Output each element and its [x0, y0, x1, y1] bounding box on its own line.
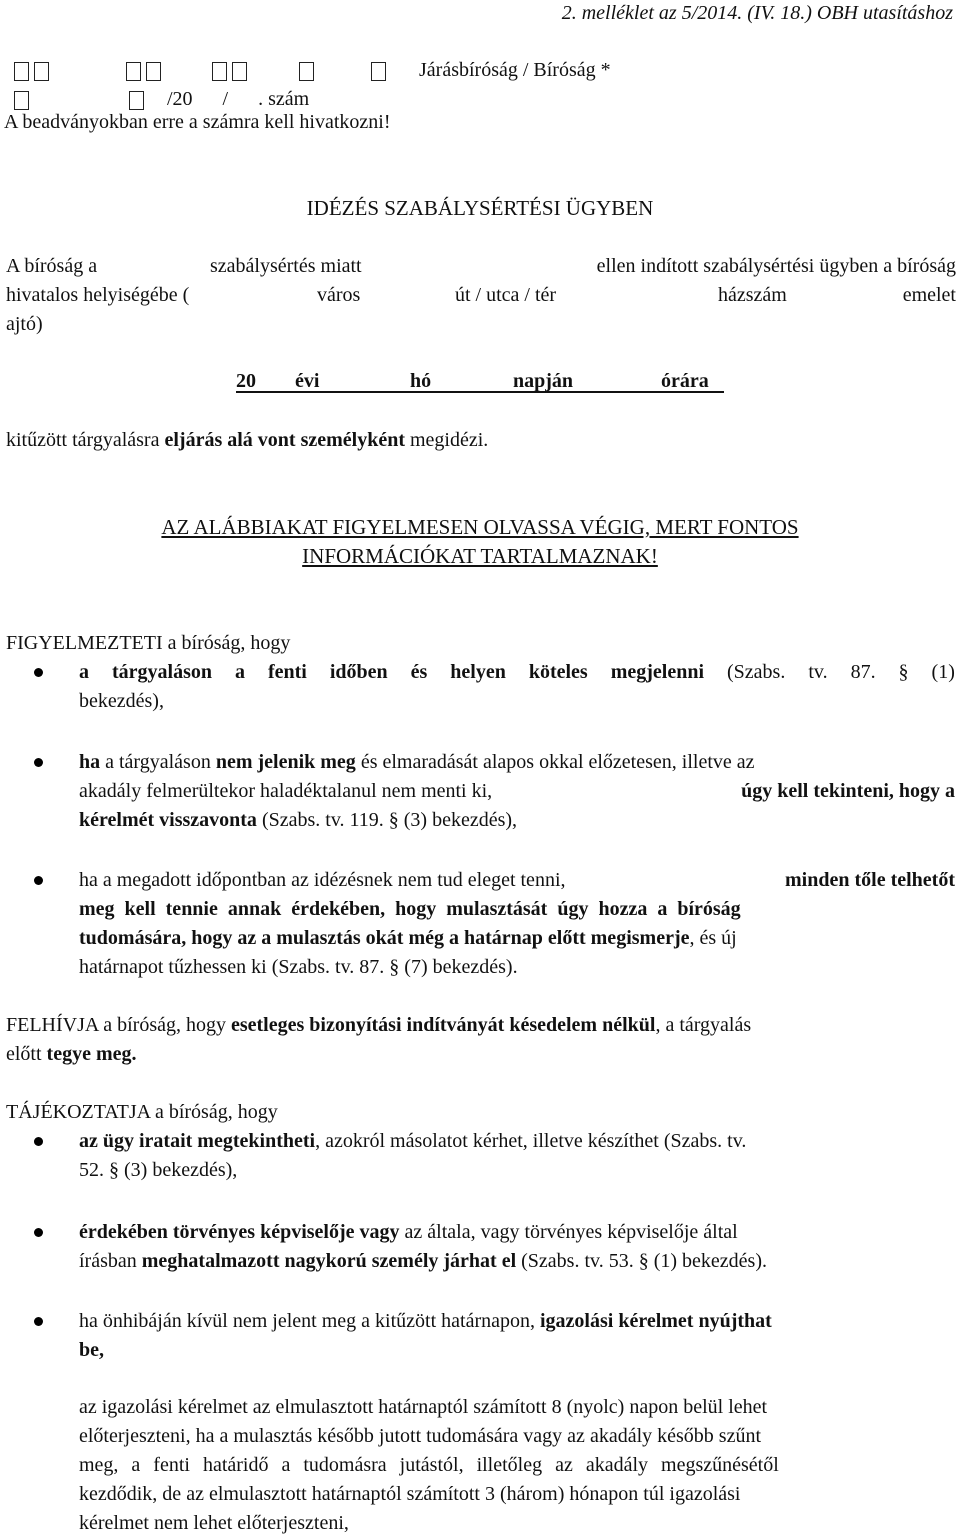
- annex-reference: 2. melléklet az 5/2014. (IV. 18.) OBH utasításhoz: [561, 2, 953, 24]
- code-box: [299, 62, 314, 81]
- igazolasi-paragraph: [79, 1393, 957, 1538]
- justified-row: az ügy iratait megtekintheti , azokról másolatot kérhet, illetve készíthet (Szabs. tv.: [79, 1130, 747, 1152]
- summons-line: kitűzött tárgyalásra eljárás alá vont személyként megidézi.: [6, 429, 489, 451]
- justified-row: ha önhibáján kívül nem jelent meg a kitűzött határnapon, igazolási kérelmet nyújthat: [79, 1310, 772, 1332]
- tajekoztatja-item-1: [79, 1127, 955, 1185]
- justified-row: tudomására, hogy az a mulasztás okát még a határnap előtt megismerje , és új: [79, 927, 737, 949]
- intro-line-3: ajtó): [6, 313, 43, 335]
- bullet-icon: [34, 668, 43, 677]
- document-title: IDÉZÉS SZABÁLYSÉRTÉSI ÜGYBEN: [306, 196, 654, 220]
- date-underline: [236, 391, 724, 393]
- item-line: be,: [79, 1339, 104, 1361]
- justified-row: ha a tárgyaláson nem jelenik meg és elmaradását alapos okkal előzetesen, illetve az: [79, 751, 755, 773]
- tajekoztatja-item-2: [79, 1218, 955, 1276]
- justified-row: határnapot tűzhessen ki (Szabs. tv. 87. § (7) bekezdés).: [79, 956, 518, 978]
- felhivja-line-1: FELHÍVJA a bíróság, hogy esetleges bizonyítási indítványát késedelem nélkül, a tárgyalás: [6, 1014, 752, 1036]
- figyelmezteti-heading: FIGYELMEZTETI a bíróság, hogy: [6, 632, 291, 654]
- bullet-icon: [34, 876, 43, 885]
- justified-row: írásban meghatalmazott nagykorú személy járhat el (Szabs. tv. 53. § (1) bekezdés).: [79, 1250, 767, 1272]
- court-label: Járásbíróság / Bíróság *: [419, 59, 611, 81]
- hearing-date-line: 20 évi hó napján órára: [236, 367, 726, 396]
- warning-line-2: INFORMÁCIÓKAT TARTALMAZNAK!: [302, 544, 658, 568]
- paragraph-line: kérelmet nem lehet előterjeszteni,: [79, 1512, 349, 1534]
- item-line: bekezdés),: [79, 690, 164, 712]
- paragraph-line: meg, a fenti határidő a tudomásra jutástól, illetőleg az akadály megszűnésétől: [79, 1454, 779, 1476]
- paragraph-line: előterjeszteni, ha a mulasztás később jutott tudomására vagy az akadály később szűnt: [79, 1425, 762, 1447]
- bullet-icon: [34, 1228, 43, 1237]
- reference-note: A beadványokban erre a számra kell hivatkozni!: [4, 111, 391, 133]
- bullet-icon: [34, 1137, 43, 1146]
- justified-row: akadály felmerültekor haladéktalanul nem menti ki, úgy kell tekinteni, hogy a: [79, 780, 955, 802]
- bullet-icon: [34, 1317, 43, 1326]
- code-box: [146, 62, 161, 81]
- paragraph-line: kezdődik, de az elmulasztott határnaptól számított 3 (három) hónapon túl igazolási: [79, 1483, 741, 1505]
- code-box: [34, 62, 49, 81]
- tajekoztatja-heading: TÁJÉKOZTATJA a bíróság, hogy: [6, 1101, 278, 1123]
- code-box: [232, 62, 247, 81]
- justified-row: érdekében törvényes képviselője vagy az általa, vagy törvényes képviselője által: [79, 1221, 738, 1243]
- code-box: [126, 62, 141, 81]
- warning-line-1: AZ ALÁBBIAKAT FIGYELMESEN OLVASSA VÉGIG, MERT FONTOS: [161, 515, 799, 539]
- justified-row: ha a megadott időpontban az idézésnek nem tud eleget tenni, minden tőle telhetőt: [79, 869, 955, 891]
- item-line: 52. § (3) bekezdés),: [79, 1159, 238, 1181]
- case-code-boxes: [14, 62, 394, 82]
- paragraph-line: az igazolási kérelmet az elmulasztott határnaptól számított 8 (nyolc) napon belül lehet: [79, 1396, 768, 1418]
- bullet-icon: [34, 758, 43, 767]
- figyelmezteti-item-3: [79, 866, 955, 982]
- justified-row: meg kell tennie annak érdekében, hogy mulasztását úgy hozza a bíróság: [79, 898, 741, 920]
- figyelmezteti-item-1: [79, 658, 955, 716]
- tajekoztatja-item-3: [79, 1307, 955, 1365]
- justified-row: a tárgyaláson a fenti időben és helyen köteles megjelenni (Szabs. tv. 87. § (1): [79, 661, 955, 683]
- code-box: [371, 62, 386, 81]
- code-box: [14, 62, 29, 81]
- code-box: [212, 62, 227, 81]
- figyelmezteti-item-2: [79, 748, 955, 835]
- justified-row: kérelmét visszavonta (Szabs. tv. 119. § (3) bekezdés),: [79, 809, 518, 831]
- case-number: /20 / . szám: [167, 88, 310, 110]
- felhivja-line-2: előtt tegye meg.: [6, 1043, 137, 1065]
